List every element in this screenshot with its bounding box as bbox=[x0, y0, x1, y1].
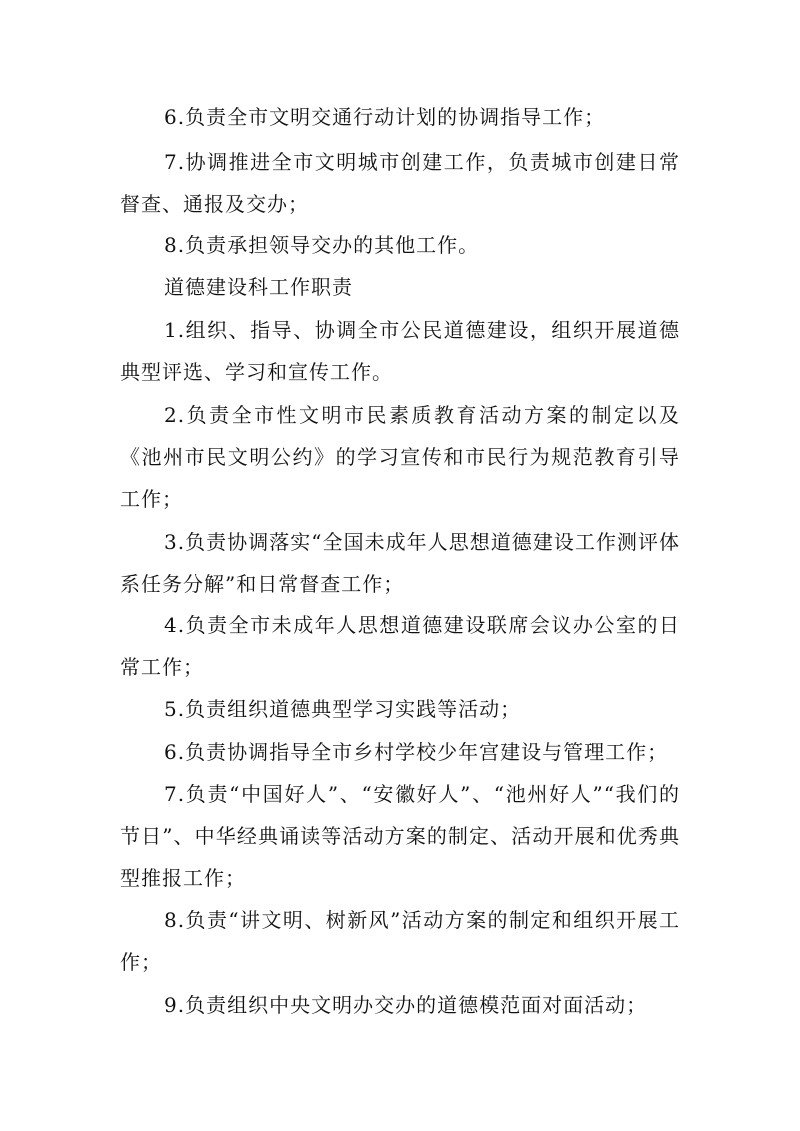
moral-duty-1: 1.组织、指导、协调全市公民道德建设，组织开展道德典型评选、学习和宣传工作。 bbox=[120, 318, 680, 384]
duty-8-other: 8.负责承担领导交办的其他工作。 bbox=[164, 233, 480, 257]
moral-duty-6: 6.负责协调指导全市乡村学校少年宫建设与管理工作； bbox=[164, 740, 669, 764]
moral-duty-4: 4.负责全市未成年人思想道德建设联席会议办公室的日常工作； bbox=[120, 613, 680, 679]
duty-6-traffic: 6.负责全市文明交通行动计划的协调指导工作； bbox=[164, 105, 606, 129]
section-heading: 道德建设科工作职责 bbox=[164, 275, 353, 299]
moral-duty-8: 8.负责“讲文明、树新风”活动方案的制定和组织开展工作； bbox=[120, 908, 680, 974]
moral-duty-7: 7.负责“中国好人”、“安徽好人”、“池州好人”“我们的节日”、中华经典诵读等活动方案的制定、活动开展和优秀典型推报工作； bbox=[120, 782, 680, 890]
moral-duty-9: 9.负责组织中央文明办交办的道德模范面对面活动； bbox=[164, 993, 648, 1017]
duty-7-city-creation: 7.协调推进全市文明城市创建工作，负责城市创建日常督查、通报及交办； bbox=[120, 150, 680, 216]
moral-duty-3: 3.负责协调落实“全国未成年人思想道德建设工作测评体系任务分解”和日常督查工作； bbox=[120, 530, 680, 596]
moral-duty-2: 2.负责全市性文明市民素质教育活动方案的制定以及《池州市民文明公约》的学习宣传和市民行为规范教育引导工作； bbox=[120, 403, 680, 511]
moral-duty-5: 5.负责组织道德典型学习实践等活动； bbox=[164, 697, 522, 721]
